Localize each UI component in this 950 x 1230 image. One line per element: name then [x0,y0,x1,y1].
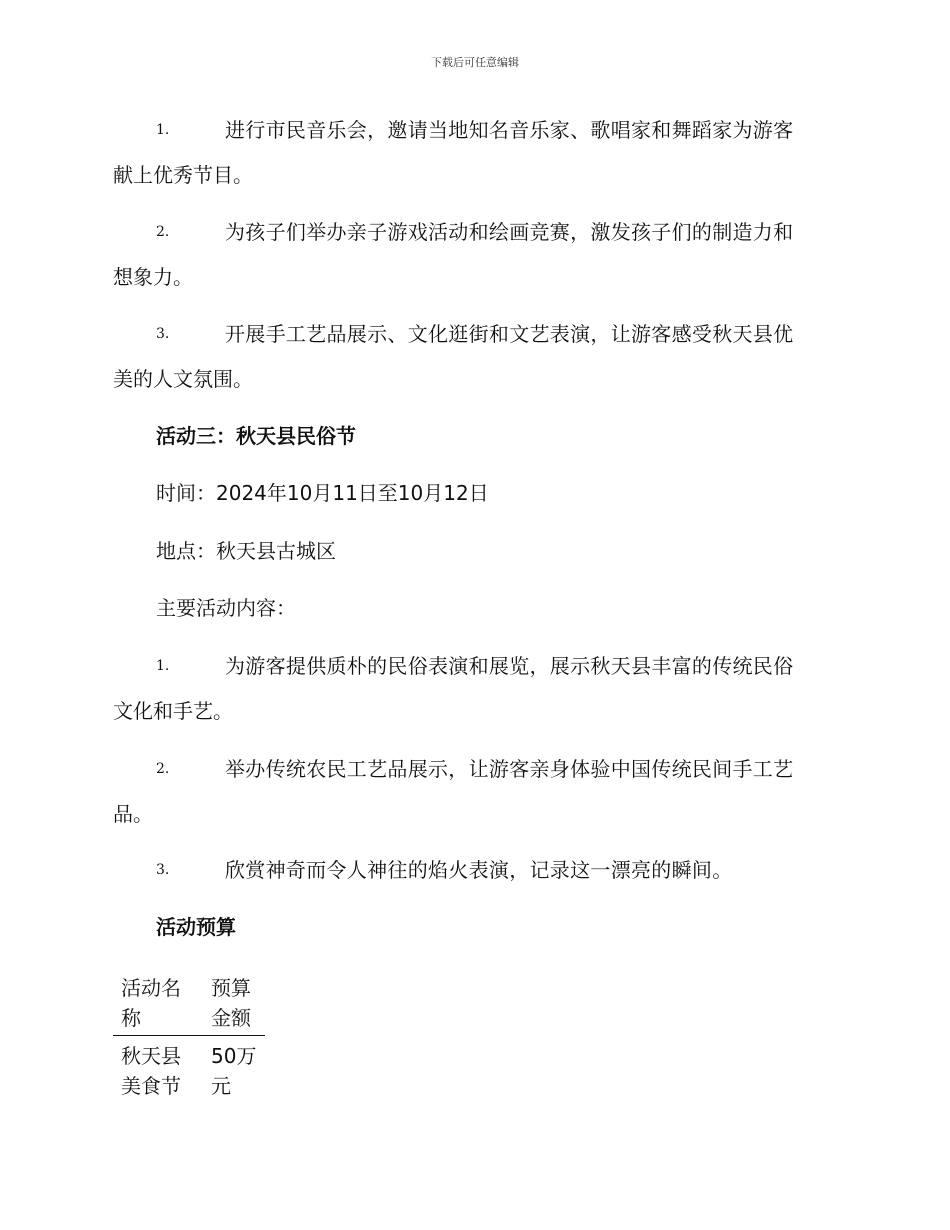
activity-title: 活动三：秋天县民俗节 [156,424,356,448]
list-number: 1. [156,658,170,674]
list-text-line1: 为孩子们举办亲子游戏活动和绘画竞赛，激发孩子们的制造力和 [225,220,794,244]
list-item [113,856,835,884]
list-text-line2: 想象力。 [113,265,193,289]
list-text-line2: 品。 [113,802,153,826]
list-item [113,755,835,826]
list-number: 3. [156,862,170,878]
list-number: 2. [156,224,170,240]
table-header-activity: 活动名称 [113,970,203,1036]
list-item [113,218,835,289]
list-text-line1: 欣赏神奇而令人神往的焰火表演，记录这一漂亮的瞬间。 [225,858,733,882]
list-text-line1: 为游客提供质朴的民俗表演和展览，展示秋天县丰富的传统民俗 [225,654,794,678]
activity-content-label: 主要活动内容： [156,596,296,620]
activity-time: 时间：2024年10月11日至10月12日 [156,481,489,505]
activity-place: 地点：秋天县古城区 [156,539,336,563]
table-header-amount: 预算金额 [203,970,265,1036]
list-number: 2. [156,761,170,777]
list-item [113,652,835,723]
list-item [113,320,835,391]
list-number: 1. [156,122,170,138]
table-row [113,1036,265,1102]
header-watermark: 下载后可任意编辑 [431,56,519,69]
table-cell-amount: 50万元 [211,1044,257,1098]
table-header-row [113,970,265,1036]
budget-table [113,970,265,1101]
list-text-line1: 进行市民音乐会，邀请当地知名音乐家、歌唱家和舞蹈家为游客 [225,118,794,142]
list-number: 3. [156,326,170,342]
list-text-line2: 献上优秀节目。 [113,163,253,187]
list-text-line2: 文化和手艺。 [113,699,233,723]
list-item [113,116,835,187]
table-cell-activity: 秋天县美食节 [121,1044,181,1098]
list-text-line2: 美的人文氛围。 [113,367,253,391]
list-text-line1: 举办传统农民工艺品展示，让游客亲身体验中国传统民间手工艺 [225,757,794,781]
budget-title: 活动预算 [156,915,236,939]
list-text-line1: 开展手工艺品展示、文化逛街和文艺表演，让游客感受秋天县优 [225,322,794,346]
